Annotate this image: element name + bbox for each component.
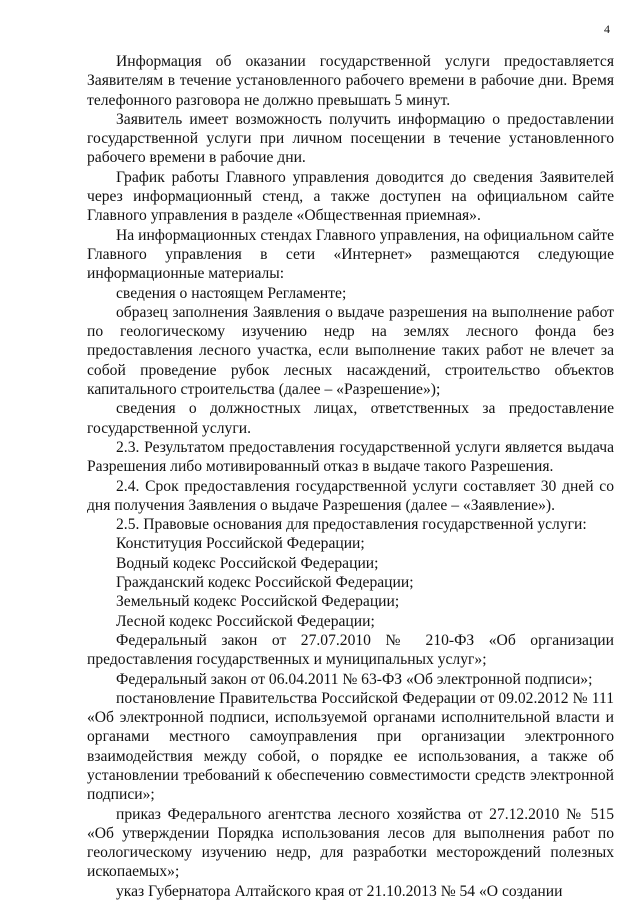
paragraph: образец заполнения Заявления о выдаче разрешения на выполнение работ по геологическому изучению недр на землях лесного фонда без предоставления лесного участка, если выполнение таких работ не влечет за собой проведение рубок лесных насаждений, строительство объектов капитального строительства (далее – «Разрешение»); bbox=[87, 303, 614, 399]
paragraph: Конституция Российской Федерации; bbox=[116, 535, 365, 553]
paragraph: сведения о должностных лицах, ответственных за предоставление государственной услуги. bbox=[87, 400, 614, 437]
paragraph: приказ Федерального агентства лесного хозяйства от 27.12.2010 № 515 «Об утверждении Порядка использования лесов для выполнения работ по геологическому изучению недр, для разработки месторождений полезных ископаемых»; bbox=[87, 805, 614, 881]
paragraph: На информационных стендах Главного управления, на официальном сайте Главного управления в сети «Интернет» размещаются следующие информационные материалы: bbox=[87, 226, 614, 283]
paragraph: 2.5. Правовые основания для предоставления государственной услуги: bbox=[116, 516, 587, 534]
paragraph: указ Губернатора Алтайского края от 21.10.2013 № 54 «О создании bbox=[116, 882, 563, 900]
paragraph: Федеральный закон от 27.07.2010 № 210-ФЗ «Об организации предоставления государственных и муниципальных услуг»; bbox=[87, 631, 614, 669]
page-number: 4 bbox=[604, 22, 610, 36]
paragraph: Информация об оказании государственной услуги предоставляется Заявителям в течение установленного рабочего времени в рабочие дни. Время телефонного разговора не должно превышать 5 минут. bbox=[87, 53, 614, 109]
paragraph: Гражданский кодекс Российской Федерации; bbox=[116, 574, 414, 592]
paragraph: 2.3. Результатом предоставления государственной услуги является выдача Разрешения либо мотивированный отказ в выдаче такого Разрешения. bbox=[87, 438, 614, 476]
paragraph: Федеральный закон от 06.04.2011 № 63-ФЗ «Об электронной подписи»; bbox=[116, 670, 593, 688]
paragraph: 2.4. Срок предоставления государственной услуги составляет 30 дней со дня получения Заявления о выдаче Разрешения (далее – «Заявление»). bbox=[87, 477, 614, 514]
paragraph: Лесной кодекс Российской Федерации; bbox=[116, 612, 375, 630]
paragraph: сведения о настоящем Регламенте; bbox=[116, 284, 347, 302]
paragraph: Водный кодекс Российской Федерации; bbox=[116, 554, 379, 572]
document-body bbox=[87, 52, 614, 901]
paragraph: График работы Главного управления доводится до сведения Заявителей через информационный стенд, а также доступен на официальном сайте Главного управления в разделе «Общественная приемная». bbox=[87, 168, 614, 225]
paragraph: Земельный кодекс Российской Федерации; bbox=[116, 593, 400, 611]
paragraph: постановление Правительства Российской Федерации от 09.02.2012 № 111 «Об электронной подписи, используемой органами исполнительной власти и органами местного самоуправления при организации электронного взаимодействия между собой, о порядке ее использования, а также об установлении требований к обеспечению совместимости средств электронной подписи»; bbox=[87, 689, 614, 804]
paragraph: Заявитель имеет возможность получить информацию о предоставлении государственной услуги при личном посещении в течение установленного рабочего времени в рабочие дни. bbox=[87, 110, 614, 167]
